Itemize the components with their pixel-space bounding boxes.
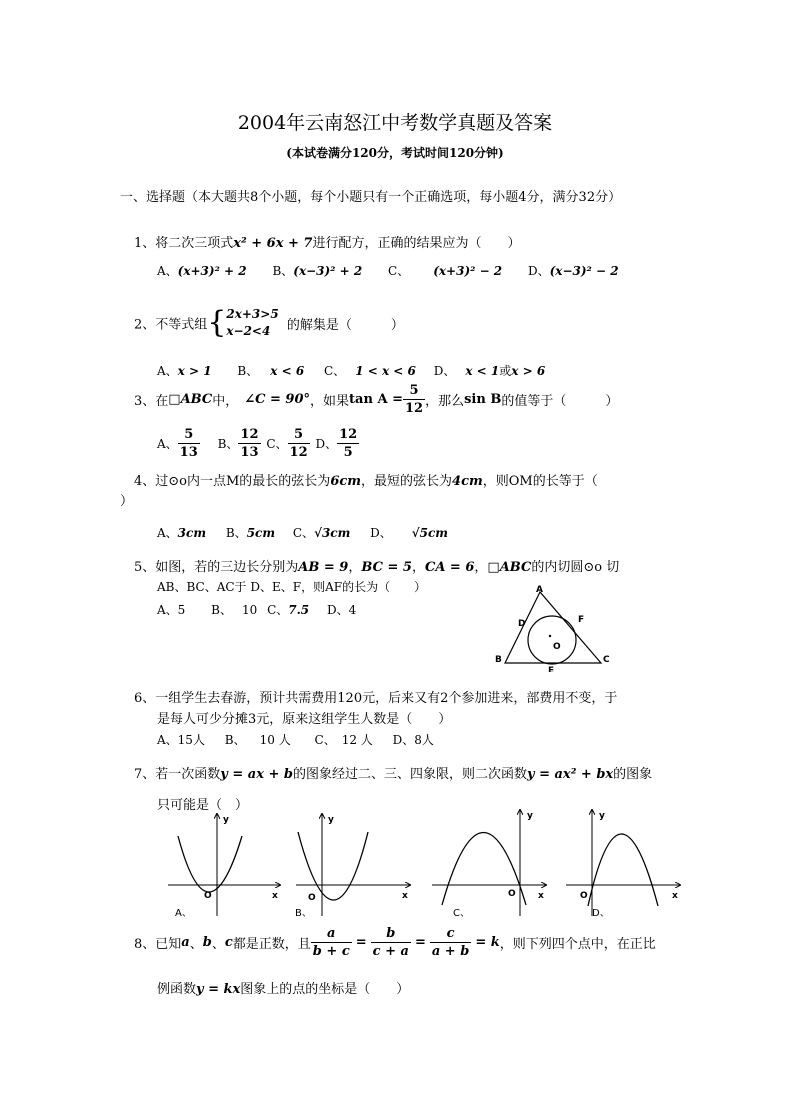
triangle-incircle-figure	[488, 580, 618, 672]
q3-text-3: ，如果	[310, 394, 350, 409]
q2-brace: {	[207, 305, 227, 340]
q1-option-a: (x+3)² + 2	[177, 264, 247, 278]
q4-option-c: √3cm	[314, 526, 351, 540]
question-3	[134, 382, 618, 417]
q3-option-d-label: D、	[315, 437, 338, 451]
q5-comma-1: ，	[348, 560, 362, 575]
q3-sin: sin B	[464, 392, 502, 407]
question-1	[134, 232, 520, 251]
q5-ab: AB = 9	[298, 560, 349, 575]
q4-text-post: ，则OM的长等于（	[482, 474, 598, 489]
q3-option-b-label: B、	[217, 437, 239, 451]
q3-option-c-label: C、	[266, 437, 288, 451]
q8-fraction-2	[371, 925, 411, 960]
q3-text-2: 中，	[212, 394, 239, 409]
q1-text: 1、将二次三项式	[134, 236, 234, 251]
graph-a-y-label: y	[223, 815, 229, 825]
q2-inequality-2: x−2<4	[226, 324, 271, 338]
q3-d-den: 5	[343, 445, 353, 460]
q4-option-a: 3cm	[177, 526, 207, 540]
q2-option-c: 1 < x < 6	[355, 364, 416, 378]
q2-options	[157, 362, 545, 379]
q5-text: 5、如图，若的三边长分别为	[134, 560, 299, 575]
q1-text-post: 进行配方，正确的结果应为（ ）	[312, 236, 521, 251]
label-c: C	[603, 655, 610, 665]
q3-option-a-label: A、	[157, 437, 178, 451]
q3-option-d	[337, 426, 359, 461]
q8-c: c	[224, 935, 233, 950]
question-4	[134, 470, 598, 489]
q3-option-a	[178, 426, 200, 461]
page-title: 2004年云南怒江中考数学真题及答案	[237, 112, 553, 134]
graph-b-curve	[298, 832, 368, 900]
q2-option-d-or: 或	[499, 364, 512, 378]
label-f: F	[578, 615, 585, 625]
graph-d-curve	[588, 834, 658, 906]
graph-a	[168, 814, 280, 919]
label-e: E	[548, 666, 555, 672]
q8-text-2: 都是正数，且	[232, 937, 311, 952]
q4-text: 4、过⊙o内一点M的最长的弦长为	[134, 474, 331, 489]
q5-option-c: 7.5	[288, 603, 310, 617]
q6-option-c-label: C、	[314, 733, 336, 747]
q8-f3-num: c	[430, 925, 471, 943]
q3-option-b	[238, 426, 260, 461]
q8-text-post: ，则下列四个点中，在正比	[499, 937, 656, 952]
q8-text: 8、已知	[134, 937, 182, 952]
q7-quadratic-function: y = ax² + bx	[527, 767, 614, 782]
q4-option-b-label: B、	[225, 526, 247, 540]
q4-continuation: ）	[120, 494, 134, 509]
q5-option-b-label: B、	[211, 603, 232, 617]
q5-option-a-label: A、	[157, 603, 178, 617]
q5-option-d: 4	[348, 603, 357, 617]
q4-option-c-label: C、	[292, 526, 315, 540]
q8-line-2	[157, 978, 409, 997]
section-heading: 一、选择题（本大题共8个小题，每个小题只有一个正确选项，每小题4分，满分32分）	[120, 190, 622, 205]
q8-f1-num: a	[311, 925, 352, 943]
q3-text-post: 的值等于（ ）	[501, 394, 619, 409]
q5-comma-2: ，	[411, 560, 425, 575]
graph-d-label: D、	[592, 908, 610, 919]
graph-a-label: A、	[175, 908, 192, 919]
q4-options	[157, 524, 448, 541]
graph-d-origin: O	[580, 891, 588, 901]
graph-c-x-label: x	[538, 891, 544, 901]
q1-options	[157, 262, 619, 279]
question-7	[134, 763, 652, 782]
q1-option-a-label: A、	[157, 264, 178, 278]
q5-bc: BC = 5	[361, 560, 412, 575]
label-b: B	[495, 655, 502, 665]
page-subtitle: (本试卷满分120分，考试时间120分钟)	[286, 146, 504, 160]
incircle	[528, 616, 576, 664]
q3-a-num: 5	[178, 426, 200, 444]
q8-function: y = kx	[196, 982, 241, 997]
q5-triangle: □ABC	[487, 560, 532, 575]
q8-f2-den: c + a	[372, 944, 409, 959]
label-d: D	[518, 619, 526, 629]
graph-b-x-label: x	[402, 891, 408, 901]
q2-option-c-label: C、	[324, 364, 346, 378]
q8-eq-1: =	[355, 935, 367, 950]
q7-linear-function: y = ax + b	[220, 767, 293, 782]
q3-options	[157, 426, 359, 461]
q5-ca: CA = 6	[424, 560, 475, 575]
q3-option-c	[288, 426, 310, 461]
q6-option-c: 12 人	[341, 733, 373, 747]
q6-line-2: 是每人可少分摊3元，原来这组学生人数是（ ）	[157, 712, 452, 727]
q1-option-c: (x+3)² − 2	[433, 264, 503, 278]
q3-b-den: 13	[240, 445, 259, 460]
q2-option-d-label: D、	[433, 364, 456, 378]
q3-c-den: 12	[289, 445, 308, 460]
q2-system	[226, 306, 278, 340]
q8-fraction-1	[311, 925, 352, 960]
q3-b-num: 12	[240, 427, 259, 442]
q8-text-3: 例函数	[157, 982, 197, 997]
q7-line-2: 只可能是（ ）	[157, 798, 249, 813]
q3-fraction-den: 12	[404, 401, 424, 416]
q3-c-num: 5	[288, 426, 310, 444]
q4-option-d-label: D、	[370, 526, 392, 540]
graph-a-origin: O	[204, 891, 212, 901]
q4-text-2: ，最短的弦长为	[361, 474, 453, 489]
q4-option-b: 5cm	[246, 526, 276, 540]
graph-c	[432, 810, 546, 919]
graph-c-y-label: y	[527, 811, 533, 821]
graph-a-x-label: x	[272, 891, 278, 901]
graph-b-label: B、	[295, 908, 312, 919]
q2-option-d-part1: x < 1	[465, 364, 500, 378]
graph-d	[566, 810, 680, 919]
q2-text: 2、不等式组	[134, 317, 208, 333]
q7-text: 7、若一次函数	[134, 767, 221, 782]
q4-option-d: √5cm	[411, 526, 449, 540]
q3-angle: ∠C = 90°	[244, 392, 311, 407]
q3-fraction	[403, 382, 425, 417]
q7-graphs	[160, 808, 690, 923]
q4-option-a-label: A、	[157, 526, 178, 540]
q5-text-post: 的内切圆⊙o 切	[531, 560, 620, 575]
label-a: A	[536, 585, 543, 595]
q8-k: = k	[475, 935, 500, 950]
q2-option-a: x > 1	[177, 364, 212, 378]
q5-option-a: 5	[177, 603, 186, 617]
q6-option-a-label: A、	[157, 733, 178, 747]
q2-option-d-part2: x > 6	[511, 364, 546, 378]
q4-shortest: 4cm	[452, 474, 483, 489]
q7-text-2: 的图象经过二、三、四象限，则二次函数	[293, 767, 528, 782]
q8-sep-1: 、	[189, 937, 203, 952]
q2-option-b: x < 6	[270, 364, 305, 378]
q8-a: a	[181, 935, 190, 950]
q8-f2-num: b	[371, 925, 411, 943]
q3-text-4: ，那么	[425, 394, 465, 409]
question-5	[134, 556, 619, 575]
q6-option-b-label: B、	[224, 733, 246, 747]
q6-option-d-label: D、	[392, 733, 415, 747]
q2-option-b-label: B、	[237, 364, 259, 378]
q1-expression: x² + 6x + 7	[233, 236, 313, 251]
q6-option-a: 15人	[177, 733, 205, 747]
q5-options	[157, 601, 356, 618]
graph-d-x-label: x	[672, 891, 678, 901]
q8-f1-den: b + c	[312, 944, 350, 959]
q1-option-d: (x−3)² − 2	[549, 264, 619, 278]
question-8	[134, 925, 656, 960]
q5-option-d-label: D、	[326, 603, 349, 617]
q8-sep-2: 、	[211, 937, 225, 952]
graph-b	[295, 814, 410, 919]
q3-text: 3、在	[134, 394, 169, 409]
q8-f3-den: a + b	[431, 944, 470, 959]
q1-option-b-label: B、	[272, 264, 294, 278]
graph-b-origin: O	[308, 893, 316, 903]
q3-tan: tan A =	[349, 392, 403, 407]
graph-d-y-label: y	[599, 811, 605, 821]
q3-triangle: □ABC	[168, 392, 213, 407]
q5-line-2: AB、BC、AC于 D、E、F，则AF的长为（ ）	[157, 580, 427, 594]
q3-fraction-num: 5	[403, 382, 425, 400]
q4-longest: 6cm	[330, 474, 362, 489]
question-2	[134, 306, 404, 340]
graph-c-label: C、	[453, 908, 470, 919]
q2-option-a-label: A、	[157, 364, 178, 378]
q1-option-c-label: C、	[388, 264, 410, 278]
q8-text-4: 图象上的点的坐标是（ ）	[240, 982, 410, 997]
q6-options	[157, 731, 434, 748]
graph-a-curve	[178, 836, 242, 892]
q2-inequality-1: 2x+3>5	[226, 307, 279, 321]
q3-a-den: 13	[179, 445, 198, 460]
q1-option-d-label: D、	[527, 264, 550, 278]
question-6: 6、一组学生去春游，预计共需费用120元，后来又有2个参加进来，部费用不变，于	[134, 691, 618, 706]
q7-text-post: 的图象	[613, 767, 653, 782]
q2-text-post: 的解集是（ ）	[286, 317, 404, 333]
center-dot	[549, 635, 551, 637]
q1-option-b: (x−3)² + 2	[293, 264, 363, 278]
graph-b-y-label: y	[328, 815, 334, 825]
graph-c-origin: O	[508, 889, 516, 899]
q8-fraction-3	[430, 925, 471, 960]
q5-comma-3: ，	[474, 560, 488, 575]
q6-option-d: 8人	[414, 733, 434, 747]
q5-option-b: 10	[241, 603, 258, 617]
label-o: O	[553, 642, 561, 652]
q8-eq-2: =	[414, 935, 426, 950]
q3-d-num: 12	[339, 427, 358, 442]
q8-b: b	[202, 935, 212, 950]
q6-option-b: 10 人	[259, 733, 291, 747]
q5-option-c-label: C、	[267, 603, 289, 617]
